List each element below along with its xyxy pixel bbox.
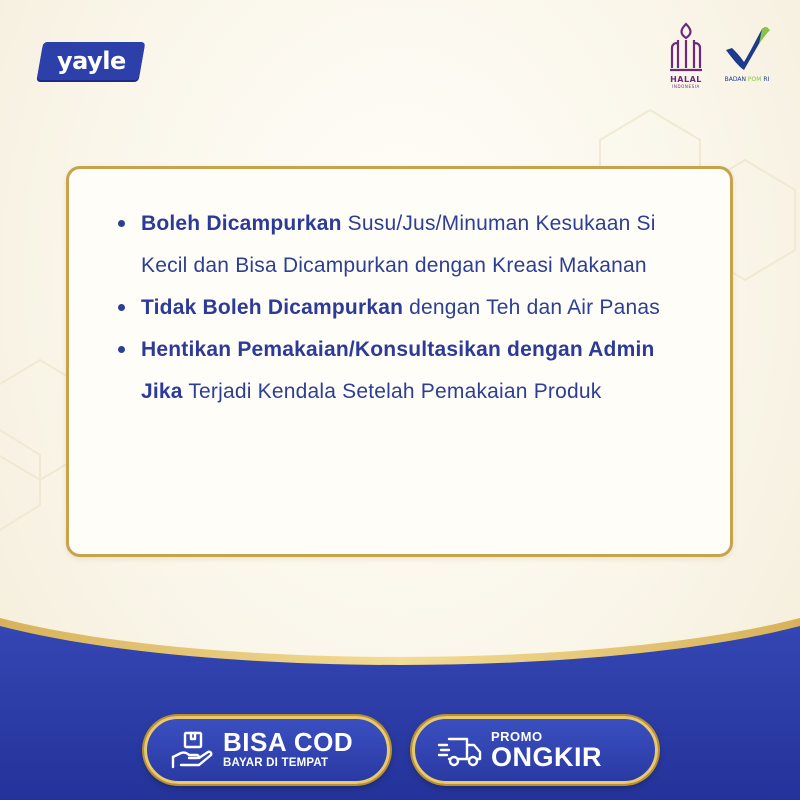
instruction-item — [141, 329, 686, 413]
instruction-text: Susu/Jus/Minuman Kesukaan Si Kecil dan Bisa Dicampurkan dengan Kreasi Makanan — [141, 212, 656, 277]
ongkir-label: ONGKIR — [491, 742, 602, 772]
instruction-bold: Hentikan Pemakaian/Konsultasikan dengan Admin Jika — [141, 338, 655, 403]
delivery-truck-icon — [437, 727, 483, 773]
instruction-bold: Tidak Boleh Dicampurkan — [141, 296, 404, 319]
hand-box-icon — [169, 727, 215, 773]
bpom-label: BADAN POM RI — [724, 76, 770, 83]
halal-logo — [658, 22, 714, 96]
brand-name: yayle — [56, 47, 126, 75]
bpom-check-icon — [722, 24, 772, 74]
cod-badge — [144, 716, 390, 784]
info-card — [66, 166, 733, 557]
promo-ongkir-badge — [412, 716, 658, 784]
instruction-item — [141, 203, 686, 287]
instruction-text: Terjadi Kendala Setelah Pemakaian Produk — [182, 380, 602, 403]
halal-label: HALAL — [670, 75, 702, 84]
cod-subtitle: BAYAR DI TEMPAT — [223, 757, 329, 769]
instruction-text: dengan Teh dan Air Panas — [403, 296, 660, 319]
instruction-list — [141, 203, 686, 413]
cod-title: BISA COD — [223, 727, 354, 757]
bottom-banner — [0, 600, 800, 800]
promo-label: PROMO — [491, 729, 543, 744]
halal-emblem-icon — [666, 22, 706, 74]
instruction-item — [141, 287, 686, 329]
brand-logo — [37, 42, 146, 80]
halal-sublabel: INDONESIA — [672, 84, 700, 89]
bpom-logo — [718, 24, 776, 98]
instruction-bold: Boleh Dicampurkan — [141, 212, 342, 235]
blue-wave-background — [0, 600, 800, 800]
